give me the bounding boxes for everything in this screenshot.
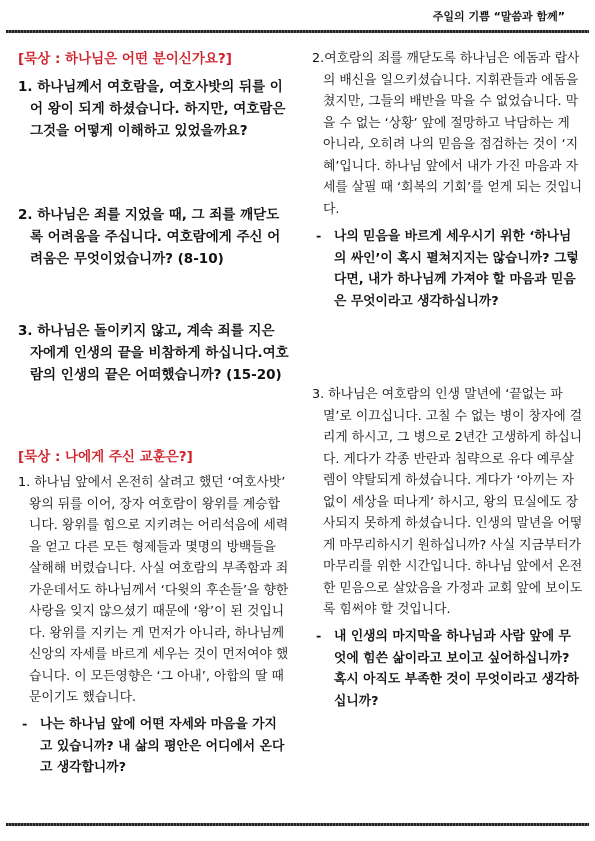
reflection-question-2 (312, 226, 580, 312)
top-divider (6, 30, 589, 33)
lesson-paragraph-3: 3. 하나님은 여호람의 인생 말년에 ‘끝없는 파멸’로 이끄십니다. 고칠 수 없는 병이 창자에 걸리게 하시고, 그 병으로 2년간 고생하게 하십니다. 게다가 각종 반란과 침략으로 유다 예루살렘이 약탈되게 하셨습니다. 게다가 ‘아끼는 자 없이 세상을 떠나게’ 하시고, 왕의 묘실에도 장사되지 못하게 하셨습니다. 인생의 말년을 어떻게 마무리하시기 원하십니까? 사실 지금부터가 마무리를 위한 시간입니다. 하나님 앞에서 온전한 믿음으로 살았음을 가정과 교회 앞에 보이도록 힘써야 할 것입니다. (312, 387, 583, 617)
question-1: 1. 하나님께서 여호람을, 여호사밧의 뒤를 이어 왕이 되게 하셨습니다. 하지만, 여호람은 그것을 어떻게 이해하고 있었을까요? (18, 79, 286, 139)
reflection-question-3 (312, 626, 580, 712)
right-column (312, 48, 583, 818)
question-3: 3. 하나님은 돌이키지 않고, 계속 죄를 지은 자에게 인생의 끝을 비참하게 하십니다.여호람의 인생의 끝은 어떠했습니까? (15-20) (18, 323, 289, 383)
section-title-god: [묵상 : 하나님은 어떤 분이신가요?] (18, 51, 232, 67)
section-title-lesson: [묵상 : 나에게 주신 교훈은?] (18, 449, 193, 465)
reflection-text-3: 내 인생의 마지막을 하나님과 사람 앞에 무엇에 힘쓴 삶이라고 보이고 싶어하십니까? 혹시 아직도 부족한 것이 무엇이라고 생각하십니까? (334, 629, 579, 709)
left-column (18, 48, 289, 818)
reflection-text-1: 나는 하나님 앞에 어떤 자세와 마음을 가지고 있습니까? 내 삶의 평안은 어디에서 온다고 생각합니까? (40, 717, 285, 775)
header-title: 주일의 기쁨 “말씀과 함께” (432, 10, 565, 23)
question-2: 2. 하나님은 죄를 지었을 때, 그 죄를 깨닫도록 어려움을 주십니다. 여호람에게 주신 어려움은 무엇이었습니까? (8-10) (18, 207, 281, 267)
bottom-divider (6, 823, 589, 826)
reflection-text-2: 나의 믿음을 바르게 세우시기 위한 ‘하나님의 싸인’이 혹시 펼쳐지지는 않습니까? 그렇다면, 내가 하나님께 가져야 할 마음과 믿음은 무엇이라고 생각하십니까? (334, 229, 579, 309)
dash-mark: - (316, 229, 322, 244)
dash-mark: - (22, 717, 28, 732)
dash-mark: - (316, 629, 322, 644)
page-header (0, 0, 595, 40)
lesson-paragraph-1: 1. 하나님 앞에서 온전히 살려고 했던 ‘여호사밧’ 왕의 뒤를 이어, 장자 여호람이 왕위를 계승합니다. 왕위를 힘으로 지키려는 어리석음에 세력을 얻고 다른 모든 형제들과 몇명의 방백들을 살해해 버렸습니다. 사실 여호람의 부족함과 죄 가운데서도 하나님께서 ‘다윗의 후손들’을 향한 사랑을 잊지 않으셨기 때문에 ‘왕’이 된 것입니다. 왕위를 지키는 게 먼저가 아니라, 하나님께 신앙의 자세를 바르게 세우는 것이 먼저여야 했습니다. 이 모든영향은 ‘그 아내’, 아합의 딸 때문이기도 했습니다. (18, 475, 289, 705)
lesson-paragraph-2: 2.여호람의 죄를 깨닫도록 하나님은 에돔과 랍사의 배신을 일으키셨습니다. 지휘관들과 에돔을 쳤지만, 그들의 배반을 막을 수 없었습니다. 막을 수 없는 ‘상황’ 앞에 절망하고 낙담하는 게 아니라, 오히려 나의 믿음을 점검하는 것이 ‘지혜’입니다. 하나님 앞에서 내가 가진 마음과 자세를 살필 때 ‘회복의 기회’를 얻게 되는 것입니다. (312, 51, 583, 217)
reflection-question-1 (18, 714, 286, 779)
